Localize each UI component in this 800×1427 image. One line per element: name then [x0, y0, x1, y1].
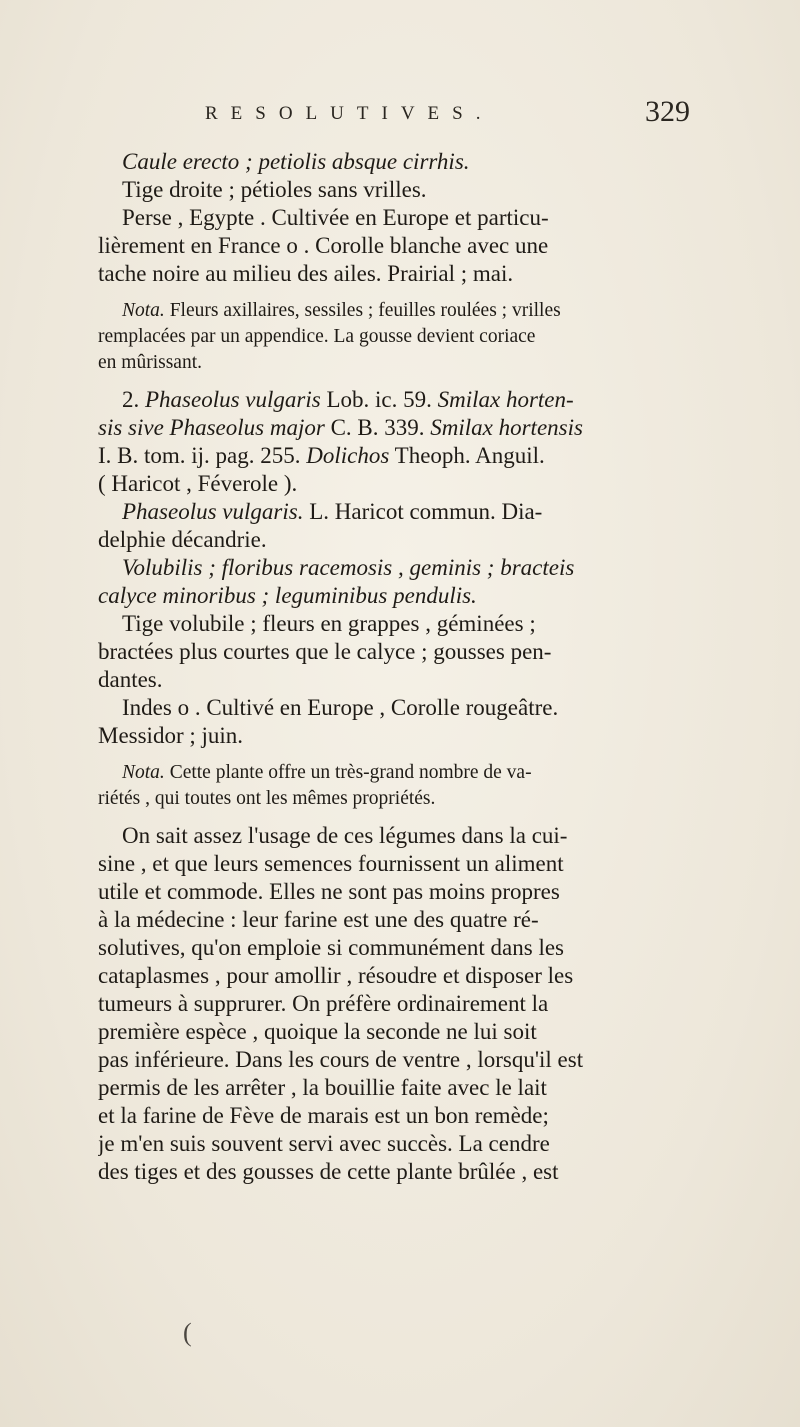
text-segment: Tige volubile ; fleurs en grappes , géminées ; — [122, 611, 536, 636]
running-head: RESOLUTIVES. — [205, 103, 494, 124]
text-segment: tumeurs à supprurer. On préfère ordinairement la — [98, 991, 549, 1016]
text-segment: remplacées par un appendice. La gousse devient coriace — [98, 326, 536, 347]
text-line — [98, 878, 678, 906]
text-line — [98, 666, 678, 694]
text-segment: des tiges et des gousses de cette plante brûlée , est — [98, 1159, 559, 1184]
text-line — [98, 498, 678, 526]
italic-segment: Volubilis ; floribus racemosis , geminis ; bracteis — [122, 555, 575, 580]
text-segment: solutives, qu'on emploie si communément dans les — [98, 935, 564, 960]
text-segment: I. B. tom. ij. pag. 255. — [98, 443, 307, 468]
italic-segment: Caule erecto ; petiolis absque cirrhis. — [122, 149, 470, 174]
text-segment: Theoph. Anguil. — [389, 443, 545, 468]
text-line — [98, 204, 678, 232]
italic-segment: Smilax horten- — [437, 387, 574, 412]
text-line — [98, 350, 678, 376]
text-segment: première espèce , quoique la seconde ne lui soit — [98, 1019, 537, 1044]
text-segment: Indes o . Cultivé en Europe , Corolle rougeâtre. — [122, 695, 559, 720]
text-segment: sine , et que leurs semences fournissent un aliment — [98, 851, 564, 876]
italic-segment: Dolichos — [306, 443, 390, 468]
text-segment: Fleurs axillaires, sessiles ; feuilles roulées ; vrilles — [164, 300, 561, 321]
text-line — [98, 694, 678, 722]
text-segment: permis de les arrêter , la bouillie faite avec le lait — [98, 1075, 547, 1100]
text-line — [98, 1018, 678, 1046]
text-line — [98, 554, 678, 582]
text-segment: Lob. ic. 59. — [320, 387, 438, 412]
italic-segment: Nota. — [122, 762, 165, 783]
text-segment: riétés , qui toutes ont les mêmes propriétés. — [98, 788, 436, 809]
text-line — [98, 414, 678, 442]
italic-segment: Nota. — [122, 300, 165, 321]
text-segment: lièrement en France o . Corolle blanche avec une — [98, 233, 549, 258]
text-line — [98, 526, 678, 554]
text-segment: en mûrissant. — [98, 352, 202, 373]
text-line — [98, 324, 678, 350]
text-line — [98, 760, 678, 786]
text-line — [98, 638, 678, 666]
italic-segment: Phaseolus vulgaris. — [122, 499, 304, 524]
text-line — [98, 1046, 678, 1074]
text-line — [98, 260, 678, 288]
text-segment: Messidor ; juin. — [98, 723, 244, 748]
stray-mark: ( — [183, 1318, 192, 1347]
text-line — [98, 822, 678, 850]
text-line — [98, 962, 678, 990]
text-segment: dantes. — [98, 667, 163, 692]
text-segment: cataplasmes , pour amollir , résoudre et disposer les — [98, 963, 574, 988]
text-line — [98, 1130, 678, 1158]
text-line — [98, 990, 678, 1018]
text-segment: Cette plante offre un très-grand nombre de va- — [164, 762, 532, 783]
text-segment: L. Haricot commun. Dia- — [303, 499, 543, 524]
text-segment: delphie décandrie. — [98, 527, 267, 552]
text-segment: tache noire au milieu des ailes. Prairial ; mai. — [98, 261, 514, 286]
text-segment: 2. — [122, 387, 145, 412]
text-segment: Perse , Egypte . Cultivée en Europe et particu- — [122, 205, 549, 230]
text-line — [98, 1074, 678, 1102]
italic-segment: calyce minoribus ; leguminibus pendulis. — [98, 583, 477, 608]
text-segment: je m'en suis souvent servi avec succès. La cendre — [98, 1131, 550, 1156]
text-segment: Tige droite ; pétioles sans vrilles. — [122, 177, 427, 202]
text-line — [98, 470, 678, 498]
text-line — [98, 1158, 678, 1186]
page-body — [98, 148, 678, 1186]
text-line — [98, 934, 678, 962]
text-line — [98, 850, 678, 878]
text-line — [98, 442, 678, 470]
text-segment: à la médecine : leur farine est une des quatre ré- — [98, 907, 539, 932]
text-segment: pas inférieure. Dans les cours de ventre , lorsqu'il est — [98, 1047, 584, 1072]
text-line — [98, 786, 678, 812]
text-line — [98, 176, 678, 204]
text-line — [98, 582, 678, 610]
italic-segment: Phaseolus vulgaris — [145, 387, 321, 412]
page-header — [100, 95, 690, 145]
text-segment: On sait assez l'usage de ces légumes dans la cui- — [122, 823, 568, 848]
text-line — [98, 1102, 678, 1130]
page-number: 329 — [645, 95, 690, 128]
italic-segment: Smilax hortensis — [430, 415, 583, 440]
italic-segment: sis sive Phaseolus major — [98, 415, 325, 440]
text-segment: ( Haricot , Féverole ). — [98, 471, 298, 496]
text-segment: et la farine de Fève de marais est un bon remède; — [98, 1103, 549, 1128]
text-line — [98, 906, 678, 934]
text-segment: C. B. 339. — [324, 415, 431, 440]
text-line — [98, 298, 678, 324]
text-line — [98, 232, 678, 260]
text-line — [98, 610, 678, 638]
text-segment: utile et commode. Elles ne sont pas moins propres — [98, 879, 560, 904]
text-line — [98, 148, 678, 176]
text-line — [98, 386, 678, 414]
text-line — [98, 722, 678, 750]
text-segment: bractées plus courtes que le calyce ; gousses pen- — [98, 639, 552, 664]
